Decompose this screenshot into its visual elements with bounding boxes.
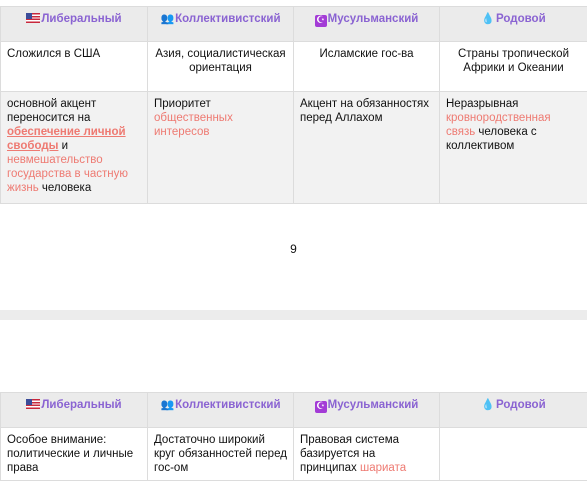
- highlight-text: шариата: [360, 462, 406, 474]
- highlight-text: невмешательство государства в частную жизнь: [7, 154, 128, 194]
- highlight-text: обеспечение личной свободы: [7, 126, 126, 152]
- rights-table-2: [0, 392, 587, 481]
- blood-drop-icon: 💧: [481, 399, 495, 411]
- header-tribal: 💧Родовой: [440, 393, 587, 428]
- cell-tribal-focus: Неразрывная кровнородственная связь человека с коллективом: [440, 92, 587, 204]
- header-tribal: 💧Родовой: [440, 7, 587, 42]
- table-row: [1, 92, 587, 204]
- page-divider: [0, 310, 587, 320]
- cell-tribal-rights: [440, 428, 587, 481]
- rights-table-1: [0, 6, 587, 204]
- cell-liberal-origin: Сложился в США: [1, 42, 148, 92]
- table-row: [1, 42, 587, 92]
- people-icon: 👥: [160, 399, 174, 411]
- cell-collectivist-focus: Приоритет общественных интересов: [148, 92, 294, 204]
- header-row: [1, 7, 587, 42]
- header-muslim: ☪ Мусульманский: [294, 7, 440, 42]
- cell-liberal-focus: основной акцент переносится на обеспечение личной свободы и невмешательство государства в частную жизнь человека: [1, 92, 148, 204]
- cell-tribal-origin: Страны тропической Африки и Океании: [440, 42, 587, 92]
- crescent-icon: ☪: [315, 401, 327, 413]
- people-icon: 👥: [160, 13, 174, 25]
- cell-muslim-focus: Акцент на обязанностях перед Аллахом: [294, 92, 440, 204]
- header-muslim: ☪ Мусульманский: [294, 393, 440, 428]
- table-row: [1, 428, 587, 481]
- cell-collectivist-rights: Достаточно широкий круг обязанностей перед гос-ом: [148, 428, 294, 481]
- header-liberal: Либеральный: [1, 393, 148, 428]
- crescent-icon: ☪: [315, 15, 327, 27]
- highlight-text: общественных интересов: [154, 112, 233, 138]
- header-row: [1, 393, 587, 428]
- header-collectivist: 👥Коллективистский: [148, 7, 294, 42]
- cell-muslim-rights: Правовая система базируется на принципах шариата: [294, 428, 440, 481]
- cell-muslim-origin: Исламские гос-ва: [294, 42, 440, 92]
- us-flag-icon: [26, 399, 40, 409]
- blood-drop-icon: 💧: [481, 13, 495, 25]
- cell-collectivist-origin: Азия, социалистическая ориентация: [148, 42, 294, 92]
- page-number: 9: [0, 242, 587, 256]
- cell-liberal-rights: Особое внимание: политические и личные права: [1, 428, 148, 481]
- header-liberal: Либеральный: [1, 7, 148, 42]
- header-collectivist: 👥Коллективистский: [148, 393, 294, 428]
- us-flag-icon: [26, 13, 40, 23]
- highlight-text: кровнородственная связь: [446, 112, 551, 138]
